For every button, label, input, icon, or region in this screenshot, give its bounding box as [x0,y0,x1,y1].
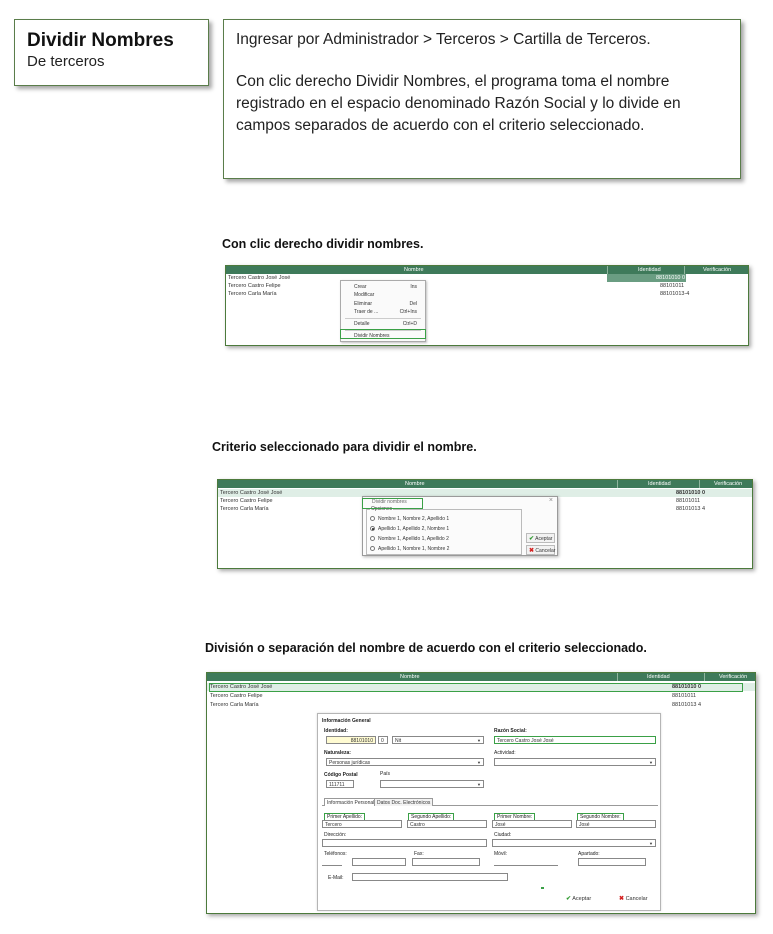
step3-caption: División o separación del nombre de acuerdo con el criterio seleccionado. [205,641,647,655]
row-name: Tercero Castro José José [220,490,283,496]
options-label: Opciones [371,506,393,512]
menu-item-eliminar[interactable]: Eliminar Del [354,301,417,307]
table-row[interactable] [207,701,755,709]
check-icon: ✔ [566,896,572,902]
screenshot-context-menu [225,265,749,346]
chevron-down-icon: ▼ [649,760,653,765]
segundo-apellido-input[interactable]: Castro [407,820,487,828]
tercero-form [317,713,661,911]
radio-option-2[interactable]: Apellido 1, Apellido 2, Nombre 1 [370,526,449,532]
form-cancel-button[interactable]: ✖ Cancelar [619,896,648,902]
grid-header [207,673,755,681]
fax-input[interactable] [412,858,480,866]
column-identidad[interactable]: Identidad [638,267,661,273]
actividad-label: Actividad: [494,750,516,756]
column-verificacion[interactable]: Verificación [719,674,748,680]
primer-apellido-label: Primer Apellido: [324,813,365,821]
postal-label: Código Postal [324,772,358,778]
page-title: Dividir Nombres [27,30,174,51]
row-name: Tercero Castro Felipe [210,693,263,699]
row-name: Tercero Castro José José [210,684,273,690]
navigation-path: Ingresar por Administrador > Terceros > Cartilla de Terceros. [236,31,651,48]
step1-caption: Con clic derecho dividir nombres. [222,237,424,251]
section-title: Información General [322,718,371,724]
table-row[interactable] [226,290,748,298]
movil-input[interactable] [494,858,558,866]
highlight-box [362,498,423,509]
row-id: 88101013 4 [672,702,702,708]
ciudad-label: Ciudad: [494,832,512,838]
title-box [14,19,209,86]
tab-informacion-personal[interactable]: Información Personal [324,798,377,806]
radio-option-4[interactable]: Apellido 1, Nombre 1, Nombre 2 [370,546,449,552]
grid-header [226,266,748,274]
description-text: Con clic derecho Dividir Nombres, el programa toma el nombre registrado en el espacio denominado Razón Social y lo divide en campos separados de acuerdo con el criterio seleccionado. [236,73,681,134]
column-verificacion[interactable]: Verificación [714,481,743,487]
row-highlight [209,683,743,692]
column-nombre[interactable]: Nombre [405,481,425,487]
apartado-label: Apartado: [578,851,600,857]
table-row[interactable] [207,692,755,700]
column-identidad[interactable]: Identidad [647,674,670,680]
row-id: 88101013 4 [676,506,706,512]
naturaleza-select[interactable]: Personas jurídicas ▼ [326,758,484,766]
row-name: Tercero Carla María [228,291,277,297]
radio-option-1[interactable]: Nombre 1, Nombre 2, Apellido 1 [370,516,449,522]
radio-option-3[interactable]: Nombre 1, Apellido 1, Apellido 2 [370,536,449,542]
chevron-down-icon: ▼ [477,760,481,765]
postal-input[interactable]: 111711 [326,780,354,788]
actividad-select[interactable] [494,758,656,766]
table-row[interactable] [226,274,748,282]
apartado-input[interactable] [578,858,646,866]
row-id: 88101011 [672,693,697,699]
chevron-down-icon: ▼ [477,782,481,787]
column-identidad[interactable]: Identidad [648,481,671,487]
column-nombre[interactable]: Nombre [404,267,424,273]
dv-input[interactable]: 0 [378,736,388,744]
segundo-nombre-input[interactable]: José [576,820,656,828]
menu-item-traer[interactable]: Traer de ... Ctrl+Ins [354,309,417,315]
primer-apellido-input[interactable]: Tercero [322,820,402,828]
tab-datos-doc-electronicos[interactable]: Datos Doc. Electrónicos [374,798,433,806]
dialog-title: Dividir nombres [372,499,407,505]
fax-label: Fax: [414,851,424,857]
segundo-apellido-label: Segundo Apellido: [408,813,454,821]
row-name: Tercero Carla María [220,506,269,512]
screenshot-dialog [217,479,753,569]
cancel-icon: ✖ [619,896,625,902]
form-accept-button[interactable]: ✔ Aceptar [566,896,592,902]
chevron-down-icon: ▼ [477,738,481,743]
menu-item-modificar[interactable]: Modificar [354,292,375,298]
step2-caption: Criterio seleccionado para dividir el nombre. [212,440,477,454]
doc-type-select[interactable]: Nit ▼ [392,736,484,744]
pais-label: País [380,771,391,777]
menu-item-crear[interactable]: Crear Ins [354,284,417,290]
movil-label: Móvil: [494,851,508,857]
row-id: 88101011 [676,498,701,504]
primer-nombre-input[interactable]: José [492,820,572,828]
options-group [366,506,522,555]
column-verificacion[interactable]: Verificación [703,267,732,273]
grid-header [218,480,752,488]
row-id: 88101010 0 [656,275,686,281]
description-box [223,19,741,179]
row-name: Tercero Carla María [210,702,259,708]
close-icon[interactable]: × [548,497,553,504]
accept-button[interactable]: ✔ Aceptar [526,533,555,543]
menu-item-detalle[interactable]: Detalle Ctrl+D [354,321,417,327]
identidad-label: Identidad: [324,728,348,734]
cancel-icon: ✖ [529,548,535,554]
row-id: 88101011 [660,283,685,289]
row-name: Tercero Castro Felipe [220,498,273,504]
telefono-input-1[interactable] [322,858,342,866]
row-id: 88101010 0 [676,490,706,496]
chevron-down-icon: ▼ [649,841,653,846]
screenshot-form [206,672,756,914]
row-name: Tercero Castro Felipe [228,283,281,289]
highlight-box [340,329,426,339]
razon-social-label: Razón Social: [494,728,527,734]
form-tabs [322,797,658,806]
direccion-label: Dirección: [324,832,347,838]
page-subtitle: De terceros [27,53,105,70]
direccion-input[interactable] [322,839,487,847]
menu-item-dividir-nombres[interactable]: Dividir Nombres [354,333,390,339]
email-input[interactable] [352,873,508,881]
row-id: 88101010 0 [672,684,702,690]
row-name: Tercero Castro José José [228,275,291,281]
cancel-button[interactable]: ✖ Cancelar [526,545,555,555]
naturaleza-label: Naturaleza: [324,750,351,756]
segundo-nombre-label: Segundo Nombre: [577,813,624,821]
identidad-input[interactable]: 88101010 [326,736,376,744]
primer-nombre-label: Primer Nombre: [494,813,535,821]
razon-social-input[interactable]: Tercero Castro José José [494,736,656,744]
pais-select[interactable] [380,780,484,788]
telefono-input-2[interactable] [352,858,406,866]
table-row[interactable] [226,282,748,290]
telefonos-label: Teléfonos: [324,851,347,857]
column-nombre[interactable]: Nombre [400,674,420,680]
email-label: E-Mail: [328,875,344,881]
row-id: 88101013-4 [660,291,690,297]
ciudad-select[interactable] [492,839,656,847]
check-icon: ✔ [529,536,535,542]
